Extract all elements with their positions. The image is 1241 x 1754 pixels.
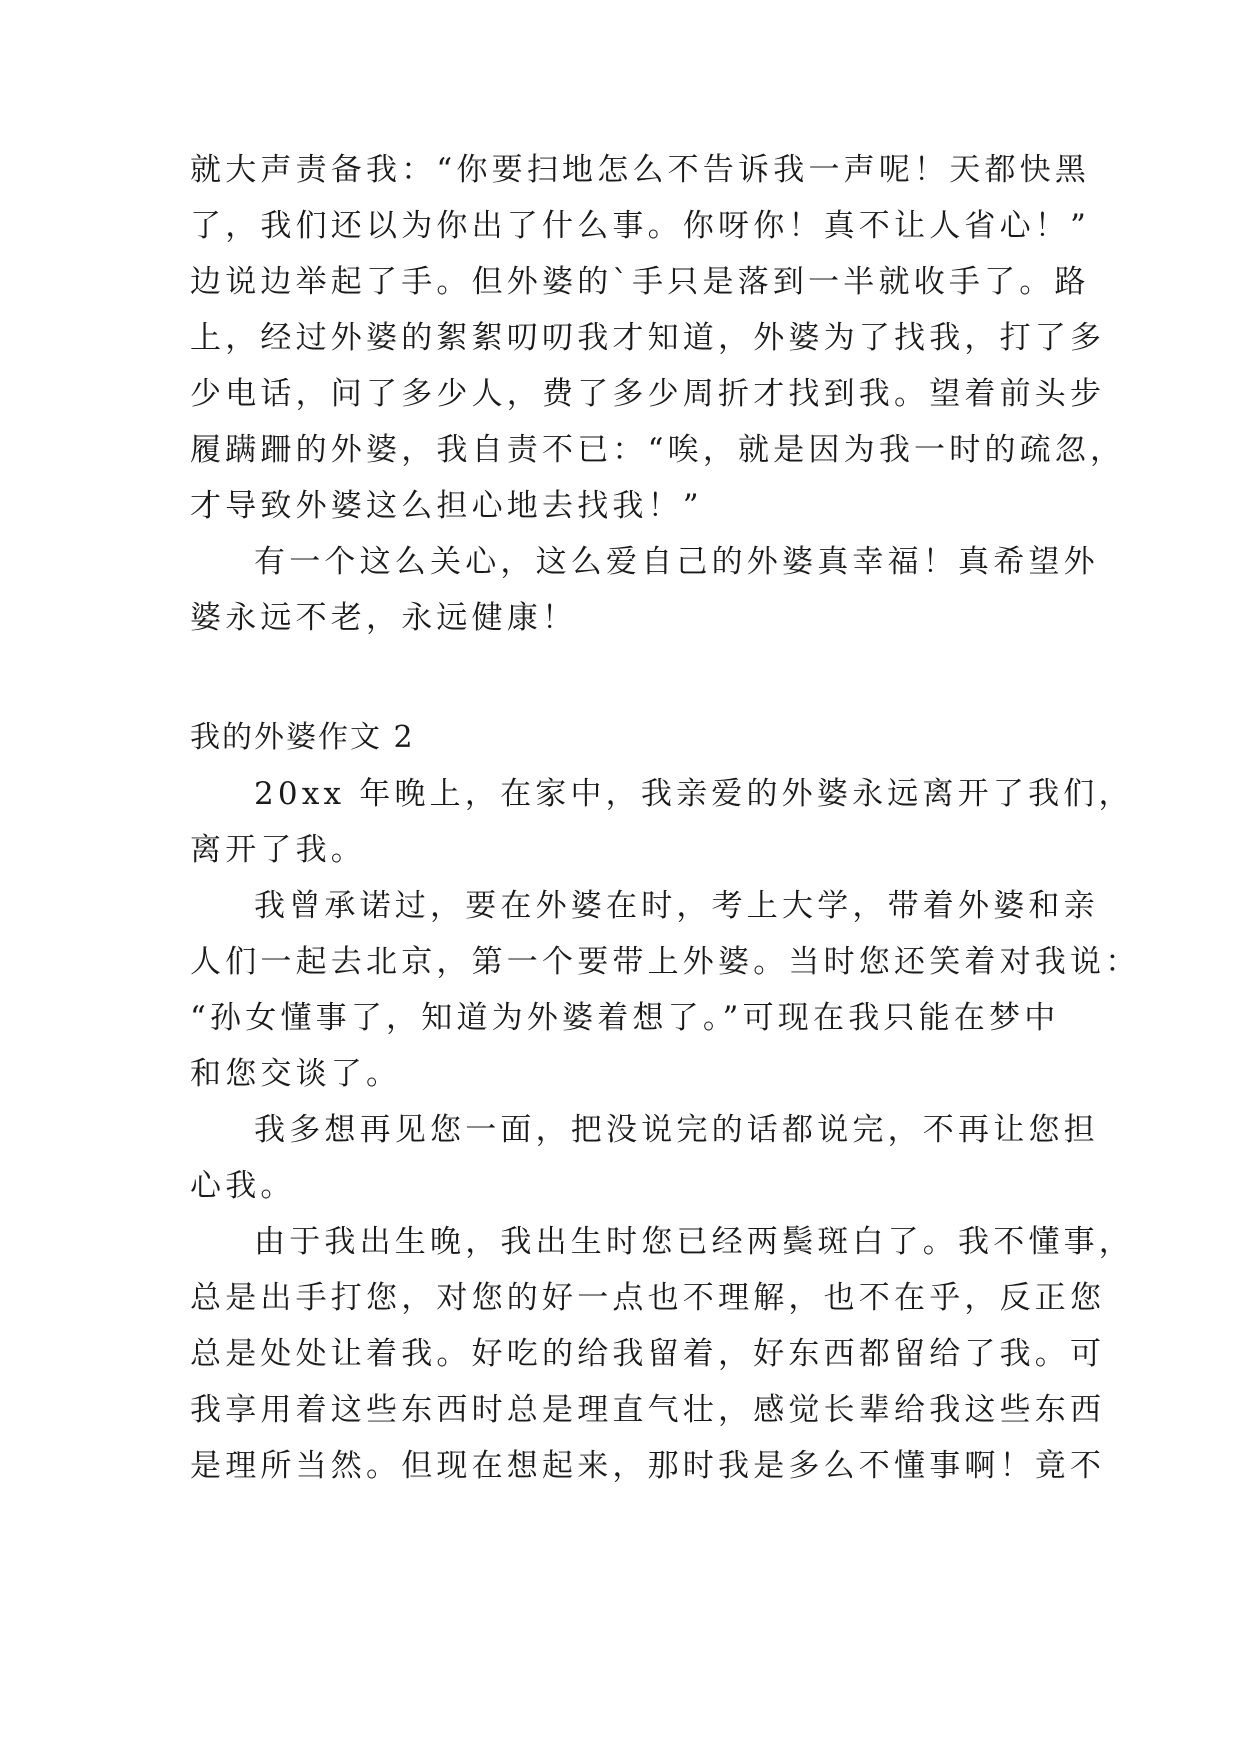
text-line: 是理所当然。但现在想起来，那时我是多么不懂事啊！竟不: [190, 1448, 1106, 1484]
text-line: 就大声责备我：“你要扫地怎么不告诉我一声呢！天都快黑: [190, 152, 1091, 188]
text-line: 我多想再见您一面，把没说完的话都说完，不再让您担: [254, 1112, 1099, 1148]
text-line: 心我。: [190, 1168, 296, 1204]
text-line: 离开了我。: [190, 832, 366, 868]
text-line: 总是出手打您，对您的好一点也不理解，也不在乎，反正您: [190, 1280, 1106, 1316]
text-line: 了，我们还以为你出了什么事。你呀你！真不让人省心！”: [190, 208, 1091, 244]
text-line: 20xx 年晚上，在家中，我亲爱的外婆永远离开了我们，: [254, 776, 1134, 812]
text-line: 上，经过外婆的絮絮叨叨我才知道，外婆为了找我，打了多: [190, 320, 1106, 356]
text-line: 才导致外婆这么担心地去找我！”: [190, 488, 703, 524]
text-line: 边说边举起了手。但外婆的`手只是落到一半就收手了。路: [190, 264, 1090, 300]
text-line: 履蹒跚的外婆，我自责不已：“唉，就是因为我一时的疏忽，: [190, 432, 1126, 468]
text-line: 人们一起去北京，第一个要带上外婆。当时您还笑着对我说：: [190, 944, 1141, 980]
text-line: 总是处处让着我。好吃的给我留着，好东西都留给了我。可: [190, 1336, 1106, 1372]
text-line: “孙女懂事了，知道为外婆着想了。”可现在我只能在梦中: [190, 1000, 1060, 1036]
text-line: 我曾承诺过，要在外婆在时，考上大学，带着外婆和亲: [254, 888, 1099, 924]
text-line: 有一个这么关心，这么爱自己的外婆真幸福！真希望外: [254, 544, 1099, 580]
text-line: 和您交谈了。: [190, 1056, 402, 1092]
text-line: 少电话，问了多少人，费了多少周折才找到我。望着前头步: [190, 376, 1106, 412]
section-heading: 我的外婆作文 2: [190, 720, 415, 755]
text-line: 由于我出生晚，我出生时您已经两鬓斑白了。我不懂事，: [254, 1224, 1134, 1260]
text-line: 我享用着这些东西时总是理直气壮，感觉长辈给我这些东西: [190, 1392, 1106, 1428]
text-line: 婆永远不老，永远健康！: [190, 600, 578, 636]
